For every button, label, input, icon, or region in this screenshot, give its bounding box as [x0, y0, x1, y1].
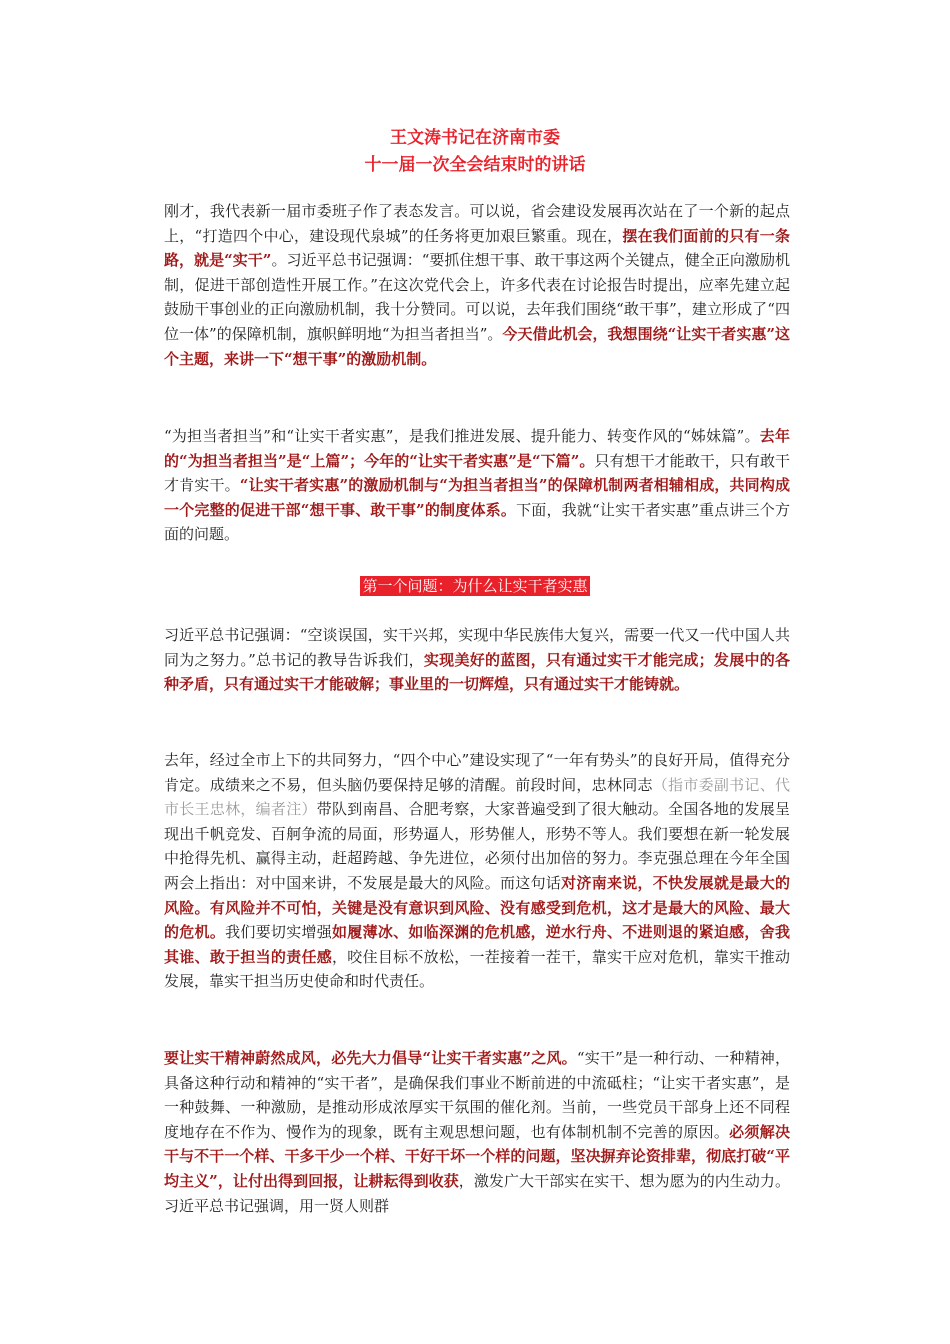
emphasis-text: 今天借此机会，我想围绕“让实干者实惠”这个主题，来讲一下“想干事”的激励机制。 — [164, 324, 790, 368]
emphasis-text: 要让实干精神蔚然成风，必先大力倡导“让实干者实惠”之风。 — [164, 1049, 577, 1067]
paragraph-2 — [164, 424, 790, 547]
body-text: ，激发广大干部实在实干、想为愿为的内生动力。习近平总书记强调，用一贤人则群 — [164, 1171, 790, 1215]
emphasis-text: 实现美好的蓝图，只有通过实干才能完成；发展中的各种矛盾，只有通过实干才能破解；事业里的一切辉煌，只有通过实干才能铸就。 — [164, 650, 790, 694]
document-title-line-2: 十一届一次全会结束时的讲话 — [364, 155, 586, 175]
body-text: ，咬住目标不放松，一茬接着一茬干，靠实干应对危机，靠实干推动发展，靠实干担当历史使命和时代责任。 — [164, 947, 790, 991]
emphasis-text: 必须解决干与不干一个样、干多干少一个样、干好干坏一个样的问题，坚决摒弃论资排辈，彻底打破“平均主义”，让付出得到回报，让耕耘得到收获 — [164, 1122, 790, 1190]
body-text: 习近平总书记强调：“空谈误国，实干兴邦，实现中华民族伟大复兴，需要一代又一代中国人共同为之努力。”总书记的教导告诉我们， — [164, 626, 790, 669]
body-text: “实干”是一种行动、一种精神，具备这种行动和精神的“实干者”，是确保我们事业不断前进的中流砥柱；“让实干者实惠”，是一种鼓舞、一种激励，是推动形成浓厚实干氛围的催化剂。当前，一些党员干部身上还不同程度地存在不作为、慢作为的现象，既有主观思想问题，也有体制机制不完善的原因。 — [164, 1049, 790, 1141]
body-text: 我们要切实增强 — [225, 923, 333, 942]
emphasis-text: 去年的“为担当者担当”是“上篇”；今年的“让实干者实惠”是“下篇”。 — [164, 427, 790, 470]
body-text: 刚才，我代表新一届市委班子作了表态发言。可以说，省会建设发展再次站在了一个新的起点上，“打造四个中心，建设现代泉城”的任务将更加艰巨繁重。现在， — [164, 202, 790, 245]
body-text: 。习近平总书记强调：“要抓住想干事、敢干事这两个关键点，健全正向激励机制，促进干部创造性开展工作。”在这次党代会上，许多代表在讨论报告时提出，应率先建立起鼓励干事创业的正向激励机制，我十分赞同。可以说，去年我们围绕“敢干事”，建立形成了“四位一体”的保障机制，旗帜鲜明地“为担当者担当”。 — [164, 251, 790, 343]
body-text: 只有想干才能敢干，只有敢干才肯实干。 — [164, 451, 790, 495]
document-title-line-1: 王文涛书记在济南市委 — [390, 128, 560, 148]
emphasis-text: 对济南来说，不快发展就是最大的风险。有风险并不可怕，关键是没有意识到风险、没有感受到危机，这才是最大的风险、最大的危机。 — [164, 873, 790, 942]
body-text: 去年，经过全市上下的共同努力，“四个中心”建设实现了“一年有势头”的良好开局，值得充分肯定。成绩来之不易，但头脑仍要保持足够的清醒。前段时间，忠林同志 — [164, 751, 790, 794]
section-heading — [0, 576, 950, 596]
emphasis-text: “让实干者实惠”的激励机制与“为担当者担当”的保障机制两者相辅相成，共同构成一个完整的促进干部“想干事、敢干事”的制度体系。 — [164, 476, 790, 519]
emphasis-text: 如履薄冰、如临深渊的危机感，逆水行舟、不进则退的紧迫感，舍我其谁、敢于担当的责任感 — [164, 923, 790, 966]
body-text: “为担当者担当”和“让实干者实惠”，是我们推进发展、提升能力、转变作风的“姊妹篇”。 — [164, 427, 760, 445]
paragraph-4 — [164, 748, 790, 994]
paragraph-5 — [164, 1046, 790, 1218]
body-text: 下面，我就“让实干者实惠”重点讲三个方面的问题。 — [164, 500, 790, 544]
editor-note-text: （指市委副书记、代市长王忠林，编者注） — [164, 775, 790, 819]
paragraph-1 — [164, 199, 790, 371]
emphasis-text: 摆在我们面前的只有一条路，就是“实干” — [164, 226, 790, 270]
paragraph-3 — [164, 623, 790, 697]
section-heading-label: 第一个问题：为什么让实干者实惠 — [362, 577, 588, 595]
body-text: 带队到南昌、合肥考察，大家普遍受到了很大触动。全国各地的发展呈现出千帆竞发、百舸争流的局面，形势逼人，形势催人，形势不等人。我们要想在新一轮发展中抢得先机、赢得主动，赶超跨越、争先进位，必须付出加倍的努力。李克强总理在今年全国两会上指出：对中国来讲，不发展是最大的风险。而这句话 — [164, 800, 790, 892]
